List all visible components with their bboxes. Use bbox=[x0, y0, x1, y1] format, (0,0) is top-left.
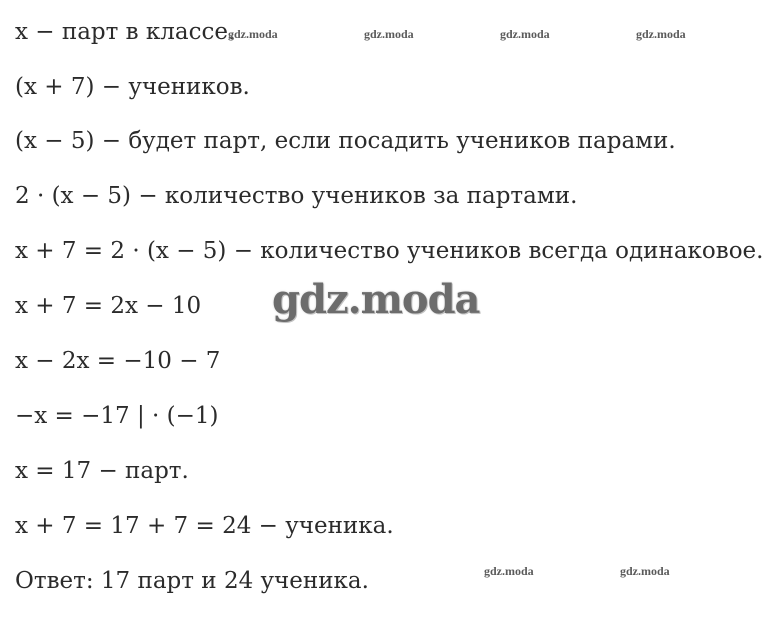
watermark-small: gdz.moda bbox=[364, 27, 414, 41]
watermark-small: gdz.moda bbox=[620, 564, 670, 578]
answer-line: Ответ: 17 парт и 24 ученика. bbox=[15, 568, 369, 594]
watermark-small: gdz.moda bbox=[500, 27, 550, 41]
watermark-small: gdz.moda bbox=[484, 564, 534, 578]
solution-line-2: (x + 7) − учеников. bbox=[15, 74, 250, 100]
solution-line-7: x − 2x = −10 − 7 bbox=[15, 348, 221, 374]
solution-line-9: x = 17 − парт. bbox=[15, 458, 189, 484]
solution-line-5: x + 7 = 2 · (x − 5) − количество учеников всегда одинаковое. bbox=[15, 238, 764, 264]
watermark-large: gdz.moda bbox=[272, 276, 480, 323]
watermark-small: gdz.moda bbox=[636, 27, 686, 41]
solution-line-10: x + 7 = 17 + 7 = 24 − ученика. bbox=[15, 513, 394, 539]
solution-line-6: x + 7 = 2x − 10 bbox=[15, 293, 202, 319]
solution-line-4: 2 · (x − 5) − количество учеников за партами. bbox=[15, 183, 578, 209]
watermark-small: gdz.moda bbox=[228, 27, 278, 41]
solution-line-3: (x − 5) − будет парт, если посадить учеников парами. bbox=[15, 128, 676, 154]
solution-line-8: −x = −17 | · (−1) bbox=[15, 403, 219, 429]
solution-line-1: x − парт в классе. bbox=[15, 19, 236, 45]
